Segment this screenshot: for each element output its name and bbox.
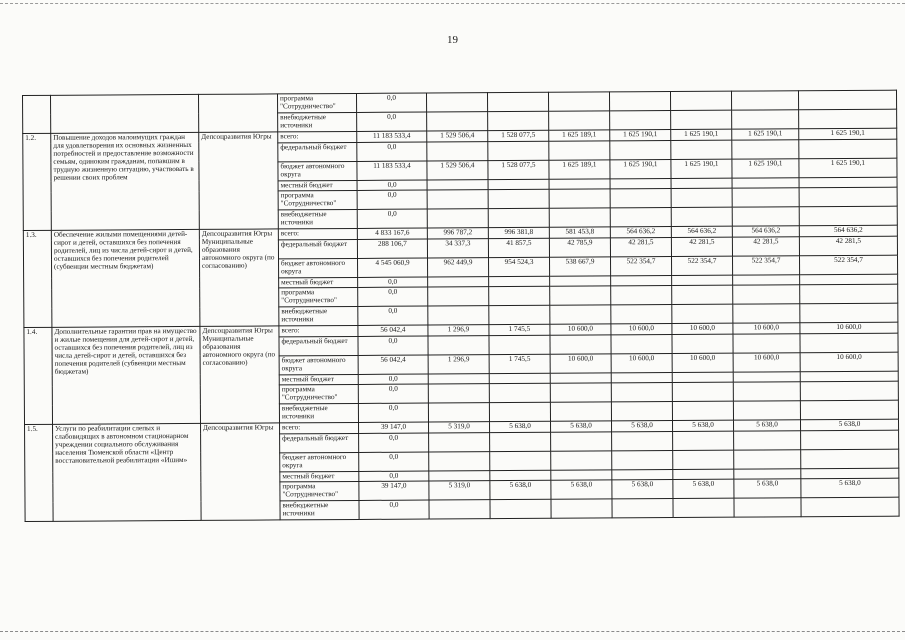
- value-cell: [489, 286, 550, 305]
- value-cell: 0,0: [357, 112, 427, 131]
- item-executor: Депсоцразвития Югры: [201, 423, 281, 520]
- value-cell: [733, 285, 800, 304]
- source-cell: внебюджетные источники: [278, 112, 357, 131]
- number-cell: [23, 95, 51, 133]
- value-cell: [489, 335, 550, 354]
- value-cell: [671, 207, 732, 226]
- name-cell: [51, 94, 199, 133]
- value-cell: [610, 208, 671, 227]
- value-cell: 538 667,9: [549, 256, 610, 275]
- value-cell: 4 833 167,6: [357, 228, 427, 239]
- value-cell: 11 183 533,4: [357, 131, 427, 142]
- item-number: 1.4.: [24, 327, 53, 424]
- value-cell: 996 381,8: [488, 227, 549, 238]
- value-cell: [550, 275, 611, 286]
- value-cell: [611, 286, 672, 305]
- value-cell: [428, 306, 489, 325]
- source-cell: бюджет автономного округа: [278, 161, 357, 180]
- value-cell: [612, 431, 673, 450]
- value-cell: [673, 498, 734, 517]
- value-cell: [488, 189, 549, 208]
- value-cell: 10 600,0: [800, 322, 898, 333]
- value-cell: [734, 430, 801, 449]
- value-cell: 5 638,0: [490, 421, 551, 432]
- value-cell: [732, 177, 799, 188]
- source-cell: всего:: [279, 325, 358, 336]
- value-cell: 1 625 190,1: [732, 158, 799, 177]
- value-cell: [673, 450, 734, 469]
- value-cell: [734, 468, 801, 479]
- value-cell: [734, 449, 801, 468]
- value-cell: [611, 372, 672, 383]
- value-cell: [550, 372, 611, 383]
- source-cell: местный бюджет: [278, 180, 357, 191]
- value-cell: 1 625 190,1: [671, 129, 732, 140]
- value-cell: 42 281,5: [671, 237, 732, 256]
- value-cell: 39 147,0: [359, 422, 429, 433]
- value-cell: 1 296,9: [428, 325, 489, 336]
- value-cell: 522 354,7: [671, 256, 732, 275]
- source-cell: федеральный бюджет: [278, 239, 357, 258]
- value-cell: [427, 112, 488, 131]
- value-cell: [610, 111, 671, 130]
- value-cell: 42 785,9: [549, 237, 610, 256]
- value-cell: 0,0: [358, 277, 428, 288]
- item-name: Повышение доходов малоимущих граждан для удовлетворения их основных жизненных потребностей и предоставление возможности семьям, одиноким гражданам, попавшим в трудную жизненную ситуацию, участвовать в решении своих проблем: [51, 132, 200, 230]
- value-cell: [429, 470, 490, 481]
- value-cell: [428, 403, 489, 422]
- value-cell: 56 042,4: [358, 325, 428, 336]
- value-cell: [670, 91, 731, 110]
- item-number: 1.3.: [23, 230, 52, 327]
- value-cell: [489, 383, 550, 402]
- source-cell: программа "Сотрудничество": [280, 481, 359, 500]
- value-cell: [610, 178, 671, 189]
- value-cell: [672, 334, 733, 353]
- item-number: 1.5.: [25, 424, 54, 521]
- value-cell: [488, 141, 549, 160]
- source-cell: программа "Сотрудничество": [278, 190, 357, 209]
- value-cell: [490, 432, 551, 451]
- value-cell: 0,0: [358, 384, 428, 403]
- source-cell: внебюджетные источники: [278, 209, 357, 228]
- value-cell: 288 106,7: [357, 239, 427, 258]
- value-cell: 581 453,8: [549, 227, 610, 238]
- value-cell: 996 787,2: [427, 228, 488, 239]
- value-cell: 0,0: [358, 287, 428, 306]
- value-cell: 0,0: [358, 403, 428, 422]
- value-cell: 1 625 190,1: [610, 159, 671, 178]
- value-cell: 5 638,0: [800, 419, 898, 430]
- value-cell: 1 625 189,1: [549, 130, 610, 141]
- value-cell: [799, 139, 897, 159]
- value-cell: [551, 469, 612, 480]
- value-cell: [488, 208, 549, 227]
- value-cell: [672, 285, 733, 304]
- value-cell: 5 638,0: [734, 479, 801, 498]
- value-cell: [672, 304, 733, 323]
- value-cell: [429, 500, 490, 519]
- value-cell: [733, 371, 800, 382]
- value-cell: 0,0: [357, 142, 427, 161]
- value-cell: 10 600,0: [611, 353, 672, 372]
- value-cell: 5 638,0: [673, 479, 734, 498]
- value-cell: [671, 110, 732, 129]
- value-cell: 4 545 060,9: [358, 258, 428, 277]
- value-cell: 41 857,5: [488, 238, 549, 257]
- value-cell: 42 281,5: [732, 236, 799, 255]
- value-cell: 42 281,5: [799, 236, 897, 256]
- value-cell: 5 638,0: [801, 478, 899, 498]
- value-cell: [801, 449, 899, 469]
- value-cell: [489, 373, 550, 384]
- value-cell: [488, 179, 549, 190]
- value-cell: [490, 470, 551, 481]
- value-cell: 5 638,0: [490, 480, 551, 499]
- value-cell: [671, 188, 732, 207]
- source-cell: всего:: [278, 228, 357, 239]
- value-cell: 1 528 077,5: [488, 130, 549, 141]
- value-cell: [611, 305, 672, 324]
- value-cell: [733, 382, 800, 401]
- source-cell: всего:: [280, 422, 359, 433]
- value-cell: [733, 401, 800, 420]
- value-cell: [732, 139, 799, 158]
- value-cell: 522 354,7: [732, 255, 799, 274]
- value-cell: 56 042,4: [358, 355, 428, 374]
- item-executor: Депсоцразвития Югры Муниципальные образования автономного округа (по согласованию): [200, 326, 280, 423]
- value-cell: 962 449,9: [428, 257, 489, 276]
- value-cell: [489, 305, 550, 324]
- value-cell: [799, 206, 897, 226]
- value-cell: 5 319,0: [429, 481, 490, 500]
- value-cell: 5 638,0: [733, 420, 800, 431]
- value-cell: [798, 90, 896, 110]
- value-cell: [612, 469, 673, 480]
- value-cell: [489, 402, 550, 421]
- source-cell: внебюджетные источники: [279, 306, 358, 325]
- value-cell: 10 600,0: [672, 353, 733, 372]
- value-cell: [429, 451, 490, 470]
- value-cell: [488, 111, 549, 130]
- value-cell: 1 296,9: [428, 354, 489, 373]
- value-cell: 0,0: [356, 93, 426, 112]
- value-cell: [671, 140, 732, 159]
- value-cell: 0,0: [357, 209, 427, 228]
- source-cell: местный бюджет: [280, 471, 359, 482]
- value-cell: 10 600,0: [733, 352, 800, 371]
- value-cell: [732, 188, 799, 207]
- value-cell: [550, 286, 611, 305]
- value-cell: [800, 400, 898, 420]
- value-cell: 10 600,0: [672, 323, 733, 334]
- value-cell: 1 745,5: [489, 354, 550, 373]
- value-cell: 564 636,2: [671, 226, 732, 237]
- value-cell: [733, 304, 800, 323]
- source-cell: внебюджетные источники: [280, 500, 359, 519]
- source-cell: бюджет автономного округа: [280, 452, 359, 471]
- value-cell: [490, 499, 551, 518]
- value-cell: 0,0: [358, 374, 428, 385]
- scan-bottom-edge: [0, 631, 905, 632]
- value-cell: [487, 92, 548, 111]
- value-cell: [549, 111, 610, 130]
- value-cell: 39 147,0: [359, 481, 429, 500]
- value-cell: [671, 178, 732, 189]
- value-cell: [800, 274, 898, 285]
- value-cell: [549, 140, 610, 159]
- value-cell: 564 636,2: [799, 225, 897, 236]
- value-cell: [610, 189, 671, 208]
- value-cell: [611, 334, 672, 353]
- value-cell: 5 638,0: [673, 420, 734, 431]
- value-cell: [800, 284, 898, 304]
- value-cell: [673, 431, 734, 450]
- value-cell: 5 638,0: [551, 421, 612, 432]
- value-cell: [429, 432, 490, 451]
- value-cell: [800, 371, 898, 382]
- value-cell: [801, 497, 899, 517]
- value-cell: 10 600,0: [733, 323, 800, 334]
- value-cell: [734, 498, 801, 517]
- value-cell: [612, 450, 673, 469]
- value-cell: [800, 333, 898, 353]
- value-cell: [611, 275, 672, 286]
- value-cell: 564 636,2: [732, 226, 799, 237]
- value-cell: [427, 190, 488, 209]
- value-cell: [428, 373, 489, 384]
- value-cell: [427, 141, 488, 160]
- value-cell: [801, 468, 899, 479]
- value-cell: 5 638,0: [612, 421, 673, 432]
- value-cell: 1 625 190,1: [799, 128, 897, 139]
- value-cell: 11 183 533,4: [357, 161, 427, 180]
- value-cell: 0,0: [359, 471, 429, 482]
- page-number: 19: [447, 34, 458, 46]
- value-cell: 5 319,0: [429, 422, 490, 433]
- source-cell: программа "Сотрудничество": [279, 384, 358, 403]
- source-cell: местный бюджет: [279, 374, 358, 385]
- value-cell: 0,0: [358, 336, 428, 355]
- value-cell: 522 354,7: [799, 255, 897, 275]
- value-cell: [732, 207, 799, 226]
- value-cell: 1 529 506,4: [427, 160, 488, 179]
- value-cell: 0,0: [359, 452, 429, 471]
- value-cell: 522 354,7: [610, 256, 671, 275]
- source-cell: федеральный бюджет: [278, 142, 357, 161]
- value-cell: [550, 334, 611, 353]
- value-cell: 5 638,0: [612, 480, 673, 499]
- value-cell: 0,0: [358, 306, 428, 325]
- value-cell: [612, 499, 673, 518]
- value-cell: [610, 140, 671, 159]
- value-cell: 564 636,2: [610, 227, 671, 238]
- value-cell: 10 600,0: [800, 352, 898, 372]
- value-cell: [550, 402, 611, 421]
- value-cell: [428, 384, 489, 403]
- budget-table: [22, 90, 900, 522]
- value-cell: [426, 93, 487, 112]
- value-cell: [549, 178, 610, 189]
- value-cell: [672, 401, 733, 420]
- value-cell: 10 600,0: [550, 353, 611, 372]
- value-cell: [733, 333, 800, 352]
- value-cell: 10 600,0: [611, 324, 672, 335]
- item-executor: Депсоцразвития Югры Муниципальные образования автономного округа (по согласованию): [199, 229, 279, 326]
- item-name: Обеспечение жилыми помещениями детей-сирот и детей, оставшихся без попечения родителей, лиц из числа детей-сирот и детей, оставшихся без попечения родителей (субвенции местным бюджетам): [51, 229, 200, 327]
- value-cell: 0,0: [359, 433, 429, 452]
- item-name: Дополнительные гарантии прав на имущество и жилые помещения для детей-сирот и детей, оставшихся без попечения родителей, лиц из числа детей-сирот и детей, оставшихся без попечения родителей (субвенции местным бюджетам): [52, 326, 201, 424]
- source-cell: федеральный бюджет: [280, 433, 359, 452]
- value-cell: [799, 187, 897, 207]
- value-cell: 1 625 190,1: [610, 130, 671, 141]
- scan-top-edge: [0, 3, 905, 4]
- value-cell: 1 625 190,1: [732, 129, 799, 140]
- value-cell: [611, 383, 672, 402]
- value-cell: 0,0: [357, 190, 427, 209]
- value-cell: [611, 402, 672, 421]
- value-cell: [672, 275, 733, 286]
- source-cell: программа "Сотрудничество": [277, 93, 356, 112]
- value-cell: 42 281,5: [610, 237, 671, 256]
- value-cell: [551, 450, 612, 469]
- value-cell: [672, 382, 733, 401]
- value-cell: [549, 208, 610, 227]
- value-cell: 1 745,5: [489, 324, 550, 335]
- value-cell: [489, 276, 550, 287]
- executor-cell: [198, 94, 277, 132]
- value-cell: [550, 383, 611, 402]
- value-cell: [801, 430, 899, 450]
- item-name: Услуги по реабилитации слепых и слабовидящих в автономном стационарном учреждении социального обслуживания населения Тюменской области «Центр восстановительной реабилитации «Ишим»: [53, 423, 202, 521]
- value-cell: 1 528 077,5: [488, 160, 549, 179]
- value-cell: 1 625 190,1: [799, 158, 897, 178]
- value-cell: [549, 189, 610, 208]
- value-cell: [800, 381, 898, 401]
- value-cell: 0,0: [359, 500, 429, 519]
- source-cell: бюджет автономного округа: [279, 258, 358, 277]
- value-cell: [732, 110, 799, 129]
- value-cell: 34 337,3: [427, 238, 488, 257]
- value-cell: [428, 335, 489, 354]
- value-cell: [548, 92, 609, 111]
- source-cell: всего:: [278, 131, 357, 142]
- item-executor: Депсоцразвития Югры: [199, 132, 279, 229]
- value-cell: [427, 209, 488, 228]
- value-cell: [428, 287, 489, 306]
- value-cell: 1 529 506,4: [427, 131, 488, 142]
- value-cell: [733, 274, 800, 285]
- value-cell: [427, 179, 488, 190]
- value-cell: 1 625 189,1: [549, 159, 610, 178]
- value-cell: [800, 303, 898, 323]
- value-cell: [490, 451, 551, 470]
- value-cell: [609, 92, 670, 111]
- value-cell: [799, 109, 897, 129]
- value-cell: 954 524,3: [488, 257, 549, 276]
- value-cell: [673, 469, 734, 480]
- source-cell: бюджет автономного округа: [279, 355, 358, 374]
- source-cell: местный бюджет: [279, 277, 358, 288]
- value-cell: 1 625 190,1: [671, 159, 732, 178]
- value-cell: [672, 372, 733, 383]
- value-cell: [551, 431, 612, 450]
- value-cell: 5 638,0: [551, 480, 612, 499]
- value-cell: [731, 91, 798, 110]
- value-cell: [550, 305, 611, 324]
- source-cell: федеральный бюджет: [279, 336, 358, 355]
- value-cell: [428, 276, 489, 287]
- value-cell: 10 600,0: [550, 324, 611, 335]
- item-number: 1.2.: [23, 133, 52, 230]
- value-cell: [551, 499, 612, 518]
- source-cell: внебюджетные источники: [279, 403, 358, 422]
- value-cell: [799, 177, 897, 188]
- value-cell: 0,0: [357, 180, 427, 191]
- source-cell: программа "Сотрудничество": [279, 287, 358, 306]
